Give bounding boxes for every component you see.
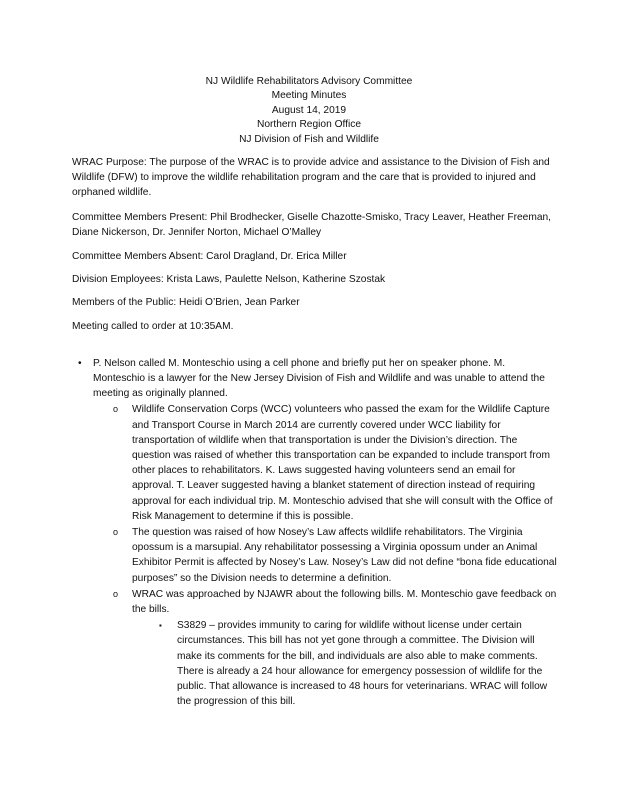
meeting-date: August 14, 2019 — [271, 104, 347, 116]
list-item — [72, 356, 558, 402]
sub-bullet-marker: o — [113, 404, 119, 415]
committee-title: NJ Wildlife Rehabilitators Advisory Committee — [205, 76, 413, 87]
call-to-order-paragraph: Meeting called to order at 10:35AM. — [72, 320, 234, 332]
list-item-text: Wildlife Conservation Corps (WCC) volunteers who passed the exam for the Wildlife Capture and Transport Course in March 2014 are currently covered under WCC liability for transportation of wildlife when that transportation is under the Division’s direction. The question was raised of whether this transportation can be expanded to include transport from other places to rehabilitators. K. Laws suggested having volunteers send an email for approval. T. Leaver suggested having a blanket statement of direction instead of requiring approval for each individual trip. M. Monteschio advised that she will consult with the Office of Risk Management to determine if this is possible. — [132, 404, 553, 522]
document-type: Meeting Minutes — [271, 90, 347, 102]
document-body — [72, 155, 558, 711]
sub-sub-bullet-marker: ▪ — [159, 621, 162, 631]
sub-bullet-marker: o — [113, 588, 119, 599]
minutes-list — [72, 356, 558, 710]
list-item-text: S3829 – provides immunity to caring for wildlife without license under certain circumstances. This bill has not yet gone through a committee. The Division will make its comments for the bill, and individuals are also able to make comments. There is already a 24 hour allowance for emergency possession of wildlife for the public. That allowance is increased to 48 hours for veterinarians. WRAC will follow the progression of this bill. — [177, 620, 548, 708]
sub-bullet-marker: o — [113, 527, 119, 538]
bullet-marker: • — [78, 357, 82, 369]
list-item — [72, 587, 558, 617]
list-item-text: WRAC was approached by NJAWR about the following bills. M. Monteschio gave feedback on the bills. — [132, 588, 557, 616]
list-item-text: The question was raised of how Nosey’s Law affects wildlife rehabilitators. The Virginia opossum is a marsupial. Any rehabilitator possessing a Virginia opossum under an Animal Exhibitor Permit is affected by Nosey’s Law. Nosey’s Law did not define “bona fide educational purposes” so the Division needs to determine a definition. — [132, 527, 557, 584]
division-employees-paragraph: Division Employees: Krista Laws, Paulette Nelson, Katherine Szostak — [72, 274, 386, 286]
purpose-paragraph: WRAC Purpose: The purpose of the WRAC is to provide advice and assistance to the Division of Fish and Wildlife (DFW) to improve the wildlife rehabilitation program and the care that is provided to injured and orphaned wildlife. — [72, 157, 550, 199]
members-absent-paragraph: Committee Members Absent: Carol Dragland, Dr. Erica Miller — [72, 251, 347, 263]
division-name: NJ Division of Fish and Wildlife — [239, 133, 379, 145]
members-public-paragraph: Members of the Public: Heidi O’Brien, Jean Parker — [72, 297, 300, 309]
document-header — [0, 75, 618, 147]
list-item — [72, 525, 558, 586]
list-item-text: P. Nelson called M. Monteschio using a cell phone and briefly put her on speaker phone. M. Monteschio is a lawyer for the New Jersey Division of Fish and Wildlife and was unable to attend the meeting as originally planned. — [93, 357, 545, 400]
meeting-location: Northern Region Office — [256, 119, 361, 131]
list-item — [72, 618, 558, 709]
list-item — [72, 402, 558, 524]
members-present-paragraph: Committee Members Present: Phil Brodhecker, Giselle Chazotte-Smisko, Tracy Leaver, Heather Freeman, Diane Nickerson, Dr. Jennifer Norton, Michael O’Malley — [72, 211, 551, 238]
